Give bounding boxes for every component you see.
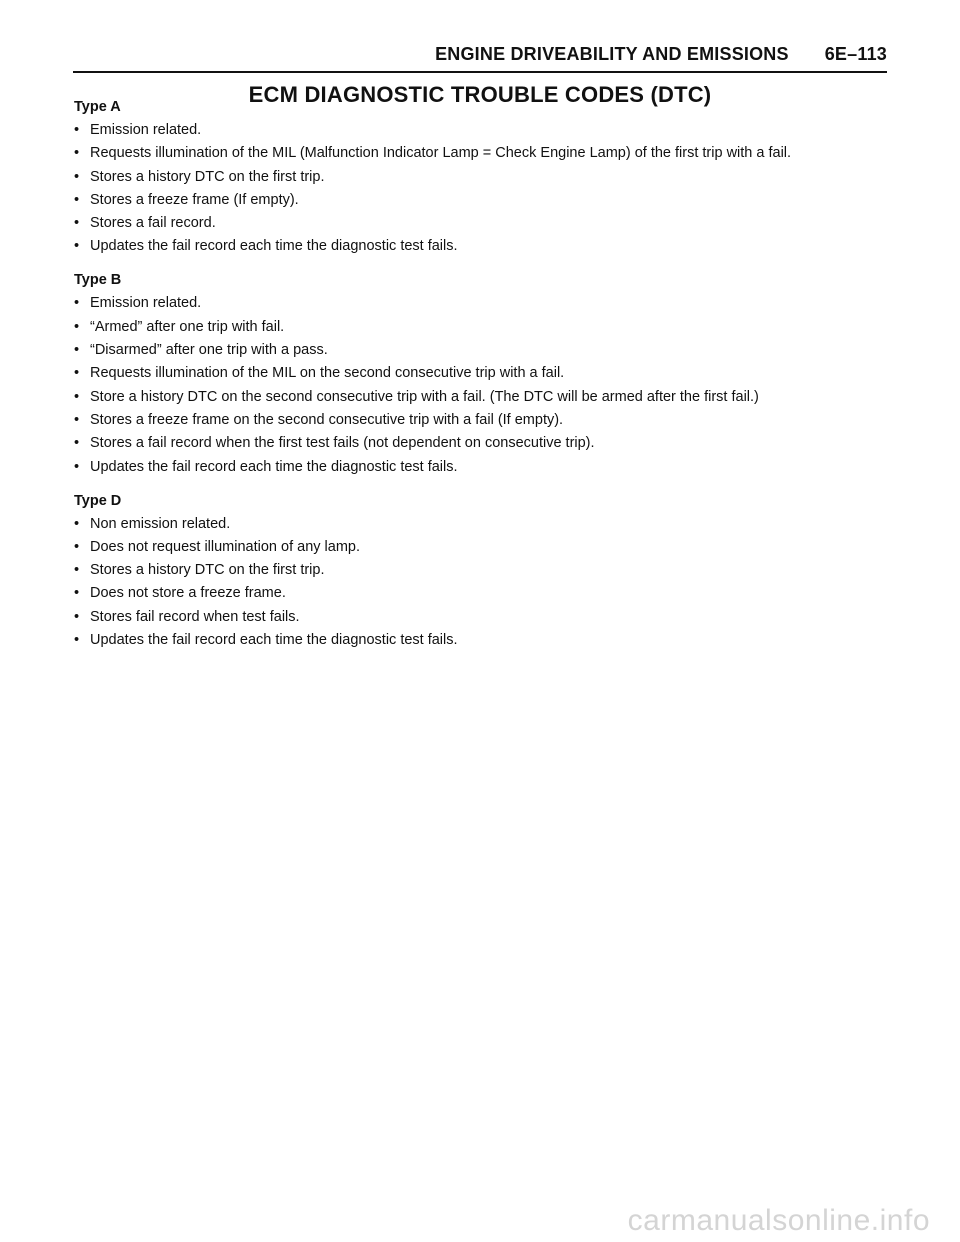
list-item	[74, 515, 894, 533]
list-item	[74, 561, 894, 579]
bullet-icon: •	[74, 342, 80, 359]
bullet-icon: •	[74, 608, 80, 625]
list-item-text: Stores a history DTC on the first trip.	[90, 562, 325, 579]
type-d-heading: Type D	[74, 492, 122, 509]
list-item-text: Does not store a freeze frame.	[90, 585, 286, 602]
bullet-icon: •	[74, 215, 80, 232]
list-item-text: Does not request illumination of any lamp.	[90, 538, 361, 555]
list-item-text: Updates the fail record each time the diagnostic test fails.	[90, 238, 458, 255]
type-a-list	[74, 121, 894, 255]
list-item	[74, 144, 894, 162]
site-watermark: carmanualsonline.info	[627, 1204, 930, 1237]
type-b-list	[74, 294, 894, 475]
bullet-icon: •	[74, 458, 80, 475]
list-item-text: “Armed” after one trip with fail.	[90, 318, 285, 335]
type-b-section	[74, 271, 894, 475]
list-item	[74, 631, 894, 649]
list-item-text: Stores fail record when test fails.	[90, 608, 300, 625]
list-item	[74, 341, 894, 359]
list-item	[74, 458, 894, 476]
list-item	[74, 538, 894, 556]
list-item-text: Emission related.	[90, 295, 202, 312]
type-d-section	[74, 492, 894, 649]
list-item	[74, 294, 894, 312]
list-item	[74, 364, 894, 382]
bullet-icon: •	[74, 295, 80, 312]
list-item-text: Stores a history DTC on the first trip.	[90, 168, 325, 185]
list-item-text: Stores a fail record.	[90, 215, 216, 232]
list-item-text: Store a history DTC on the second consecutive trip with a fail. (The DTC will be armed after the first fail.)	[90, 388, 759, 405]
header-divider	[73, 71, 887, 73]
list-item	[74, 388, 894, 406]
list-item-text: Requests illumination of the MIL (Malfunction Indicator Lamp = Check Engine Lamp) of the first trip with a fail.	[90, 145, 792, 162]
list-item	[74, 608, 894, 626]
list-item-text: “Disarmed” after one trip with a pass.	[90, 342, 328, 359]
bullet-icon: •	[74, 411, 80, 428]
bullet-icon: •	[74, 238, 80, 255]
list-item-text: Stores a freeze frame (If empty).	[90, 191, 299, 208]
bullet-icon: •	[74, 122, 80, 138]
list-item-text: Requests illumination of the MIL on the second consecutive trip with a fail.	[90, 365, 565, 382]
bullet-icon: •	[74, 318, 80, 335]
list-item-text: Stores a fail record when the first test fails (not dependent on consecutive trip).	[90, 435, 595, 452]
document-title: ECM DIAGNOSTIC TROUBLE CODES (DTC)	[248, 82, 712, 107]
bullet-icon: •	[74, 562, 80, 579]
type-a-heading: Type A	[74, 99, 121, 115]
bullet-icon: •	[74, 365, 80, 382]
list-item	[74, 411, 894, 429]
list-item	[74, 237, 894, 255]
bullet-icon: •	[74, 585, 80, 602]
list-item-text: Updates the fail record each time the diagnostic test fails.	[90, 458, 458, 475]
list-item	[74, 168, 894, 186]
list-item	[74, 121, 894, 139]
section-title: ENGINE DRIVEABILITY AND EMISSIONS	[435, 44, 789, 64]
list-item	[74, 434, 894, 452]
list-item-text: Updates the fail record each time the diagnostic test fails.	[90, 632, 458, 649]
bullet-icon: •	[74, 435, 80, 452]
list-item-text: Non emission related.	[90, 515, 231, 532]
bullet-icon: •	[74, 191, 80, 208]
bullet-icon: •	[74, 145, 80, 162]
bullet-icon: •	[74, 388, 80, 405]
type-a-section	[74, 98, 894, 255]
bullet-icon: •	[74, 515, 80, 532]
bullet-icon: •	[74, 168, 80, 185]
list-item	[74, 214, 894, 232]
bullet-icon: •	[74, 538, 80, 555]
list-item-text: Stores a freeze frame on the second consecutive trip with a fail (If empty).	[90, 411, 564, 428]
bullet-icon: •	[74, 632, 80, 649]
type-b-heading: Type B	[74, 272, 122, 289]
main-content	[74, 98, 894, 665]
page-number: 6E–113	[824, 44, 887, 64]
page-header	[73, 44, 887, 70]
list-item	[74, 318, 894, 336]
type-d-list	[74, 515, 894, 649]
list-item	[74, 191, 894, 209]
list-item	[74, 584, 894, 602]
list-item-text: Emission related.	[90, 122, 202, 138]
